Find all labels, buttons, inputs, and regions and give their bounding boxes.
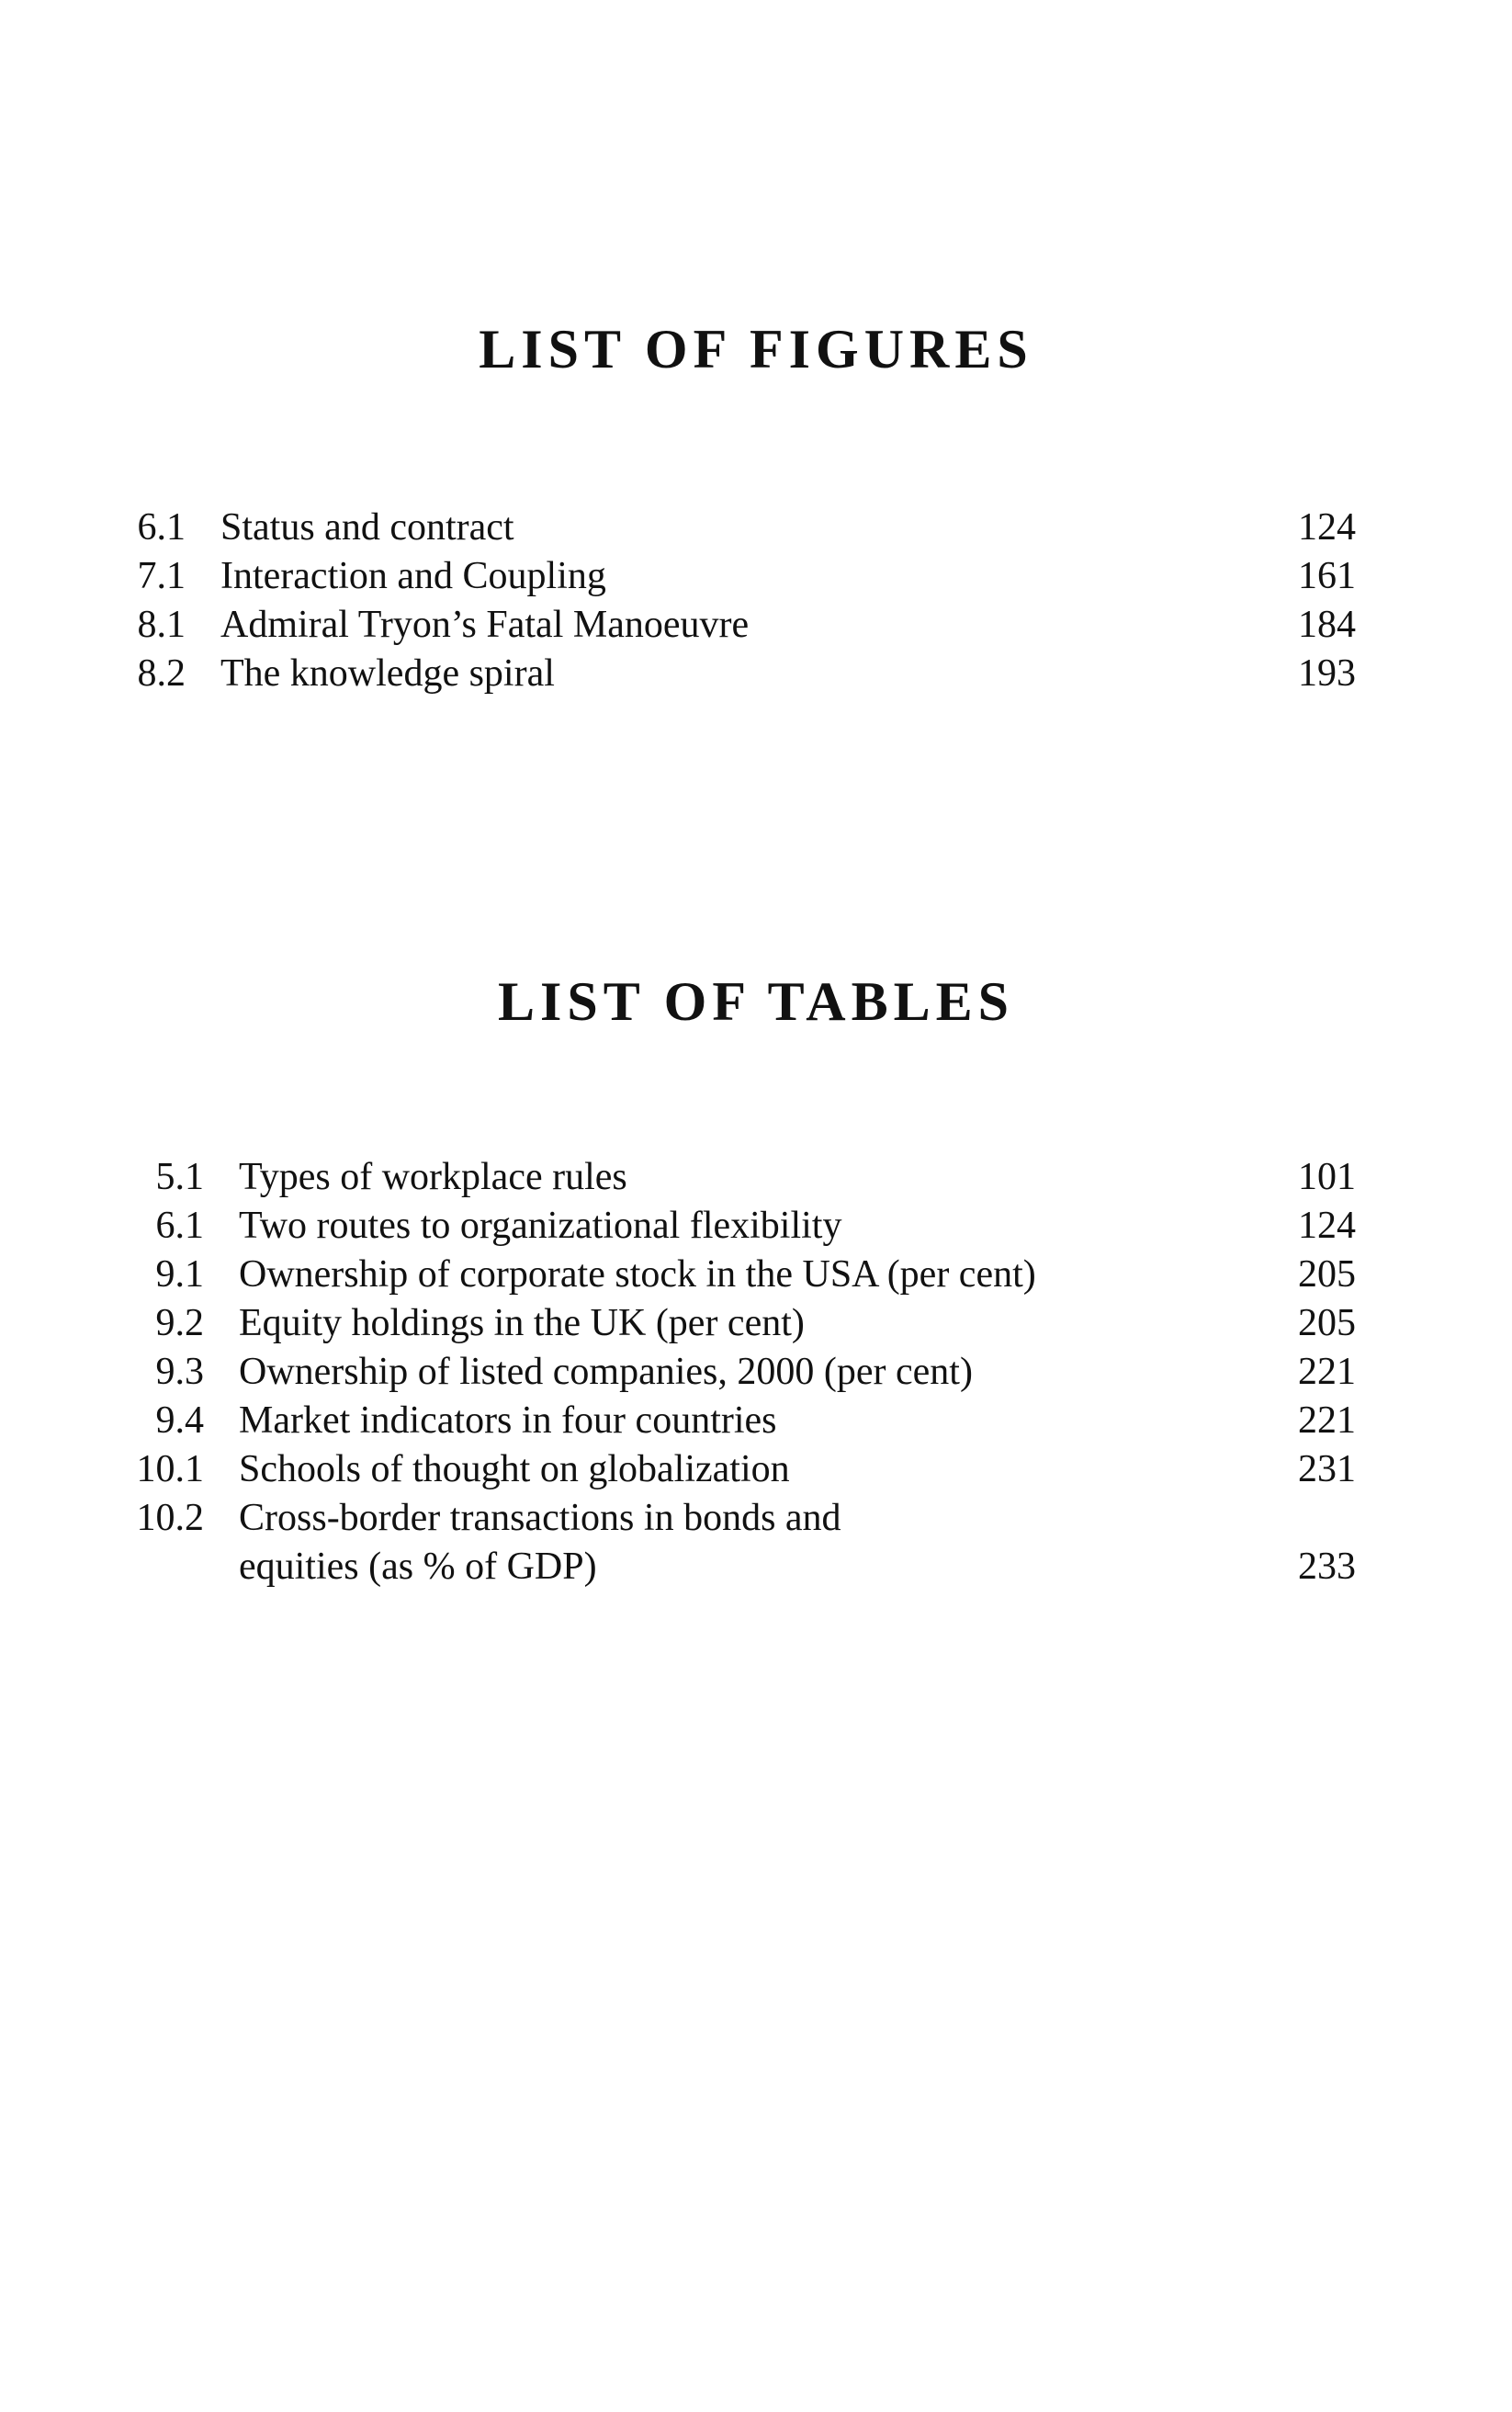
table-title: Equity holdings in the UK (per cent) <box>239 1302 805 1344</box>
table-title: Ownership of corporate stock in the USA (per cent) <box>239 1253 1036 1296</box>
figure-page-number: 161 <box>1298 555 1356 597</box>
list-of-figures-heading: LIST OF FIGURES <box>479 319 1033 380</box>
table-title-line-1: Cross-border transactions in bonds and <box>239 1497 841 1539</box>
table-title-line-2: equities (as % of GDP) <box>239 1546 597 1588</box>
table-number: 9.3 <box>155 1351 204 1393</box>
figure-number: 8.1 <box>137 604 186 646</box>
table-number: 6.1 <box>155 1205 204 1247</box>
table-page-number: 101 <box>1298 1156 1356 1198</box>
table-page-number: 221 <box>1298 1399 1356 1442</box>
table-title: Types of workplace rules <box>239 1156 627 1198</box>
table-entry[interactable] <box>129 1494 1356 1591</box>
table-number: 5.1 <box>155 1156 204 1198</box>
figure-number: 8.2 <box>137 652 186 695</box>
table-page-number: 205 <box>1298 1302 1356 1344</box>
table-page-number: 233 <box>1298 1546 1356 1588</box>
table-page-number: 231 <box>1298 1448 1356 1490</box>
tables-list <box>129 1153 1356 1591</box>
table-number: 9.4 <box>155 1399 204 1442</box>
table-entry[interactable] <box>129 1348 1356 1397</box>
table-number: 9.1 <box>155 1253 204 1296</box>
figure-title: Status and contract <box>220 506 514 549</box>
figure-page-number: 184 <box>1298 604 1356 646</box>
figure-entry[interactable] <box>129 552 1356 601</box>
figure-entry[interactable] <box>129 650 1356 698</box>
table-number: 9.2 <box>155 1302 204 1344</box>
list-of-tables-heading: LIST OF TABLES <box>497 971 1014 1033</box>
figure-entry[interactable] <box>129 601 1356 650</box>
table-title: Market indicators in four countries <box>239 1399 777 1442</box>
table-title: Schools of thought on globalization <box>239 1448 790 1490</box>
table-page-number: 205 <box>1298 1253 1356 1296</box>
figure-entry[interactable] <box>129 504 1356 552</box>
table-title: Two routes to organizational flexibility <box>239 1205 842 1247</box>
figure-number: 7.1 <box>137 555 186 597</box>
figure-number: 6.1 <box>137 506 186 549</box>
figure-page-number: 193 <box>1298 652 1356 695</box>
table-page-number: 221 <box>1298 1351 1356 1393</box>
figure-page-number: 124 <box>1298 506 1356 549</box>
table-entry[interactable] <box>129 1445 1356 1494</box>
table-entry[interactable] <box>129 1202 1356 1251</box>
figure-title: Admiral Tryon’s Fatal Manoeuvre <box>220 604 750 646</box>
table-entry[interactable] <box>129 1397 1356 1445</box>
table-number: 10.2 <box>136 1497 204 1539</box>
figures-list <box>129 504 1356 698</box>
table-page-number: 124 <box>1298 1205 1356 1247</box>
table-entry[interactable] <box>129 1299 1356 1348</box>
figure-title: The knowledge spiral <box>220 652 555 695</box>
table-entry[interactable] <box>129 1251 1356 1299</box>
table-number: 10.1 <box>136 1448 204 1490</box>
table-title: Ownership of listed companies, 2000 (per cent) <box>239 1351 973 1393</box>
figure-title: Interaction and Coupling <box>220 555 606 597</box>
table-entry[interactable] <box>129 1153 1356 1202</box>
